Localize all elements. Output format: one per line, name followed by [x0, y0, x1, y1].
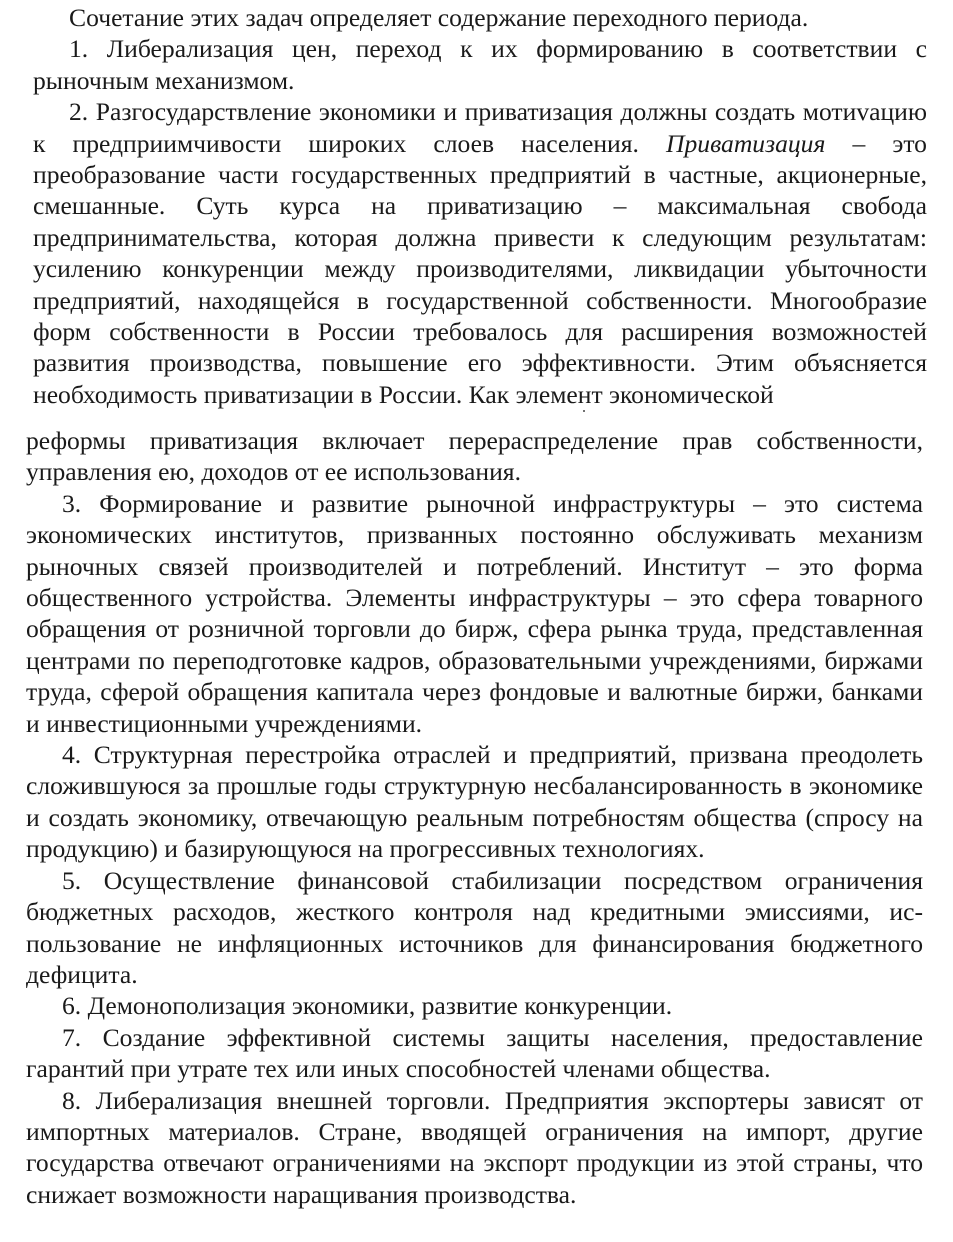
- intro-paragraph: Сочетание этих задач определяет содержание переходного периода.: [69, 3, 809, 32]
- item-2-text-b: – это преобразование части государственных предприятий в частные, акционерные, смешанные. Суть курса на приватизацию – максимальная свобода предпринимательства, которая должна привести к следующим результатам: усилению конкуренции между производителями, ликвидации убыточности предприятий, находящейся в государственной собственности. Многообразие форм собственности в России требовалось для расширения возможностей развития производства, повышение его эффективности. Этим объясняется необходимость приватизации в России. Как элемент экономической: [33, 128, 927, 409]
- lower-text-block: [0, 425, 953, 1210]
- item-2-paragraph: [33, 96, 927, 410]
- item-3-paragraph: 3. Формирование и развитие рыночной инфраструктуры – это система экономических институтов, призванных постоянно обслуживать механизм рыночных связей производителей и потреблений. Институт – это форма общественного устройства. Элементы инфраструктуры – это сфера товарного обращения от розничной торговли до бирж, сфера рынка труда, представленная центрами по переподготовке кадров, образовательными учреждениями, биржами труда, сферой обращения капитала через фондовые и валютные биржи, банками и инвестиционными учреждениями.: [26, 488, 923, 738]
- item-5-paragraph: 5. Осуществление финансовой стабилизации посредством ограничения бюджетных расходов, жесткого контроля над кредитными эмиссиями, использование не инфляционных источников для финансирования бюджетного дефицита.: [26, 865, 923, 989]
- item-4-paragraph: 4. Структурная перестройка отраслей и предприятий, призвана преодолеть сложившуюся за прошлые годы структурную несбалансированность в экономике и создать экономику, отвечающую реальным потребностям общества (спросу на продукцию) и базирующуюся на прогрессивных технологиях.: [26, 740, 923, 864]
- item-6-paragraph: 6. Демонополизация экономики, развитие конкуренции.: [62, 991, 673, 1021]
- scan-speck: [583, 410, 585, 412]
- item-2-text-a: 2. Разгосударствление экономики и приватизация должны создать мотиvацию к предприимчивости широких слоев населения.: [33, 97, 927, 158]
- item-8-paragraph: 8. Либерализация внешней торговли. Предприятия экспортеры зависят от импортных материалов. Стране, вводящей ограничения на импорт, другие государства отвечают ограничениями на экспорт продукции из этой страны, что снижает возможности наращивания производства.: [26, 1085, 923, 1209]
- item-2-continuation: реформы приватизация включает перераспределение прав собственности, управления ею, доходов от ее использования.: [26, 426, 923, 487]
- item-1-paragraph: 1. Либерализация цен, переход к их формированию в соответствии с рыночным механизмом.: [33, 34, 927, 95]
- privatization-term: Приватизация: [666, 128, 826, 158]
- item-7-paragraph: 7. Создание эффективной системы защиты населения, предоставление гарантий при утрате тех или иных способностей членами общества.: [26, 1022, 923, 1084]
- upper-text-block: [0, 2, 953, 410]
